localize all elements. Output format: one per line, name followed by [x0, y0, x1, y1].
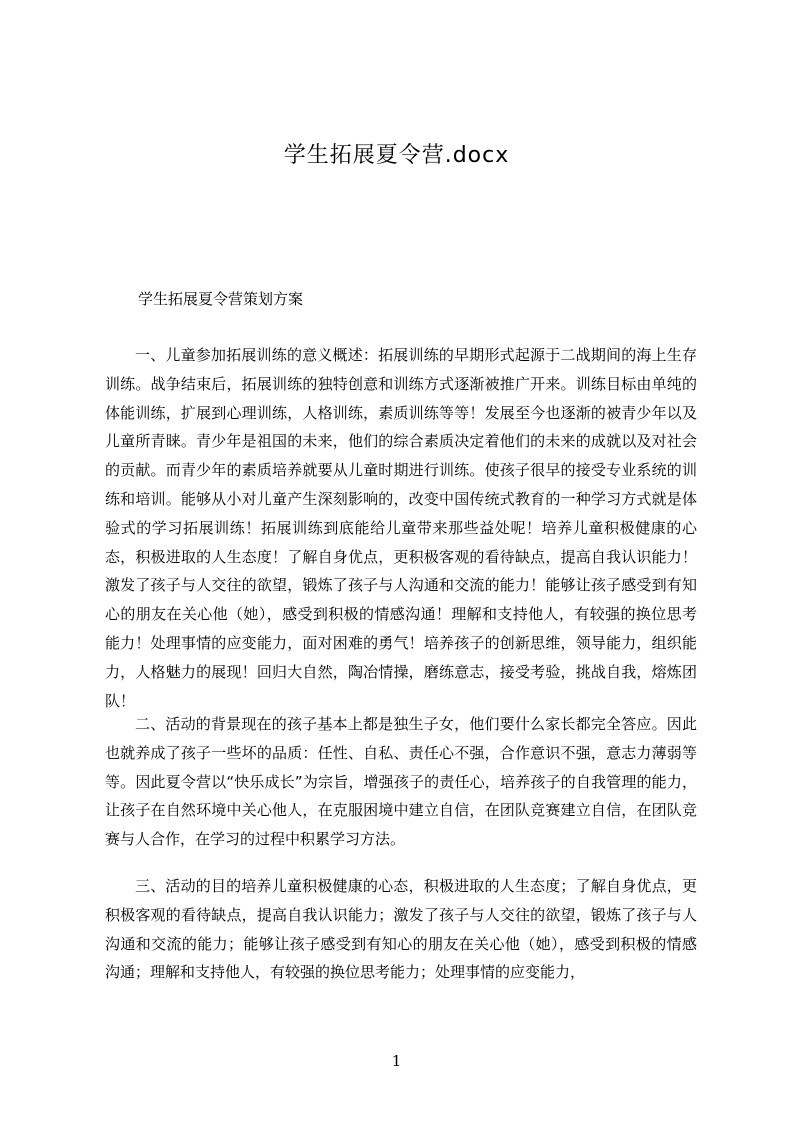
page-number: 1 — [391, 1052, 402, 1070]
paragraph-purpose: 三、活动的目的培养儿童积极健康的心态，积极进取的人生态度；了解自身优点，更积极客观的看待缺点，提高自我认识能力；激发了孩子与人交往的欲望，锻炼了孩子与人沟通和交流的能力；能够让孩子感受到有知心的朋友在关心他（她），感受到积极的情感沟通；理解和支持他人，有较强的换位思考能力；处理事情的应变能力， — [105, 877, 697, 982]
document-subtitle: 学生拓展夏令营策划方案 — [138, 290, 304, 308]
paragraph-background: 二、活动的背景现在的孩子基本上都是独生子女，他们要什么家长都完全答应。因此也就养成了孩子一些坏的品质：任性、自私、责任心不强，合作意识不强，意志力薄弱等等。因此夏令营以“快乐成长”为宗旨，增强孩子的责任心，培养孩子的自我管理的能力，让孩子在自然环境中关心他人，在克服困境中建立自信，在团队竞赛建立自信，在团队竞赛与人合作，在学习的过程中积累学习方法。 — [105, 715, 697, 849]
paragraph-significance: 一、儿童参加拓展训练的意义概述：拓展训练的早期形式起源于二战期间的海上生存训练。战争结束后，拓展训练的独特创意和训练方式逐渐被推广开来。训练目标由单纯的体能训练，扩展到心理训练，人格训练，素质训练等等！发展至今也逐渐的被青少年以及儿童所青睐。青少年是祖国的未来，他们的综合素质决定着他们的未来的成就以及对社会的贡献。而青少年的素质培养就要从儿童时期进行训练。使孩子很早的接受专业系统的训练和培训。能够从小对儿童产生深刻影响的，改变中国传统式教育的一种学习方式就是体验式的学习拓展训练！拓展训练到底能给儿童带来那些益处呢！培养儿童积极健康的心态，积极进取的人生态度！了解自身优点，更积极客观的看待缺点，提高自我认识能力！激发了孩子与人交往的欲望，锻炼了孩子与人沟通和交流的能力！能够让孩子感受到有知心的朋友在关心他（她），感受到积极的情感沟通！理解和支持他人，有较强的换位思考能力！处理事情的应变能力，面对困难的勇气！培养孩子的创新思维，领导能力，组织能力，人格魅力的展现！回归大自然，陶冶情操，磨练意志，接受考验，挑战自我，熔炼团队！ — [105, 346, 697, 710]
document-title: 学生拓展夏令营.docx — [283, 143, 510, 168]
